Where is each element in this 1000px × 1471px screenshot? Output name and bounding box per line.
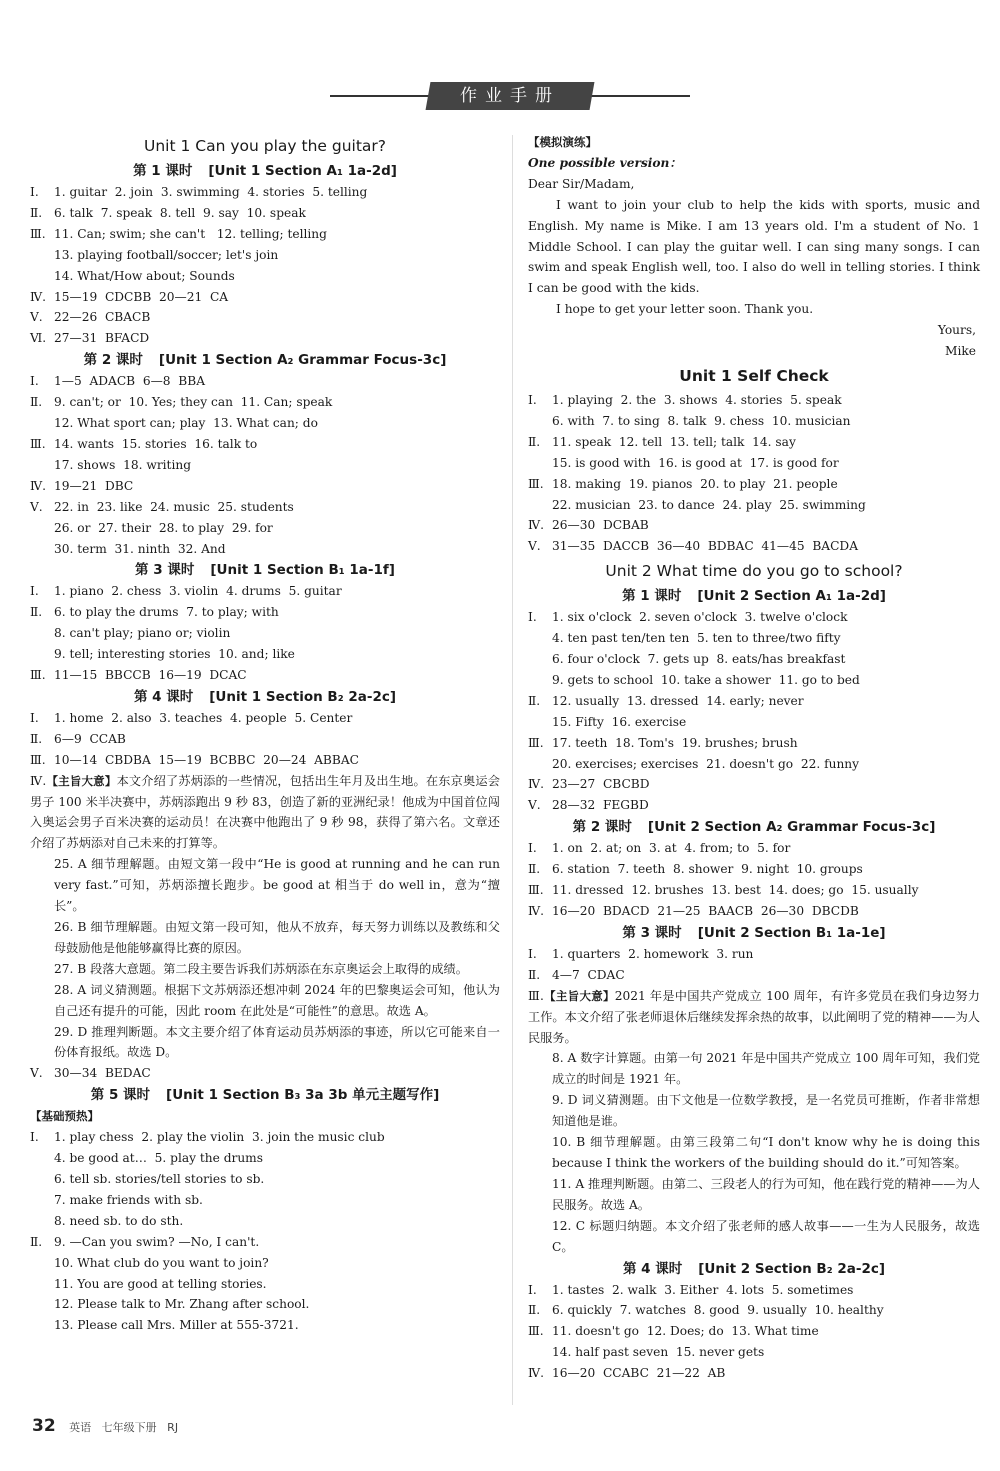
section-tag: 【基础预热】 xyxy=(30,1109,99,1124)
roman-numeral: Ⅴ. xyxy=(528,539,541,554)
answer-text: 6. talk 7. speak 8. tell 9. say 10. speak xyxy=(54,205,306,220)
roman-numeral: Ⅲ. xyxy=(528,988,544,1003)
roman-numeral: Ⅲ. xyxy=(30,752,46,767)
answer-row xyxy=(30,1063,500,1084)
answer-text: 26—30 DCBAB xyxy=(552,518,649,533)
unit-title: Unit 2 What time do you go to school? xyxy=(605,562,903,581)
summary-paragraph xyxy=(30,771,500,855)
answer-row xyxy=(30,224,500,245)
lesson-number: 第 2 课时 xyxy=(572,819,632,836)
answer-text: 19—21 DBC xyxy=(54,478,134,493)
lesson-heading xyxy=(30,349,500,371)
answer-text: 27—31 BFACD xyxy=(54,331,150,346)
lesson-number: 第 4 课时 xyxy=(133,688,194,705)
answer-text: 15—19 CDCBB 20—21 CA xyxy=(54,289,229,304)
answer-row xyxy=(528,880,980,901)
roman-numeral: Ⅲ. xyxy=(528,883,544,898)
lesson-number: 第 3 课时 xyxy=(135,562,195,579)
roman-numeral: Ⅱ. xyxy=(30,1234,43,1249)
answer-row xyxy=(30,287,500,308)
roman-numeral: Ⅳ. xyxy=(528,904,545,918)
summary-text: 2021 年是中国共产党成立 100 周年，有许多党员在我们身边努力工作。本文介绍了张老师退休后继续发挥余热的故事，以此阐明了党的精神——为人民服务。 xyxy=(528,988,980,1045)
answer-row xyxy=(528,390,980,411)
lesson-heading xyxy=(528,922,980,944)
footer-grade: 七年级下册 xyxy=(101,1421,157,1434)
answer-row-continued: 14. What/How about; Sounds xyxy=(54,268,235,283)
answer-text: 11. doesn't go 12. Does; do 13. What time xyxy=(552,1324,819,1339)
answer-row-continued: 30. term 31. ninth 32. And xyxy=(54,541,226,556)
answer-row xyxy=(30,371,500,392)
answer-text: 30—34 BEDAC xyxy=(54,1066,151,1081)
answer-text: 16—20 CCABC 21—22 AB xyxy=(552,1366,726,1381)
answer-row xyxy=(30,602,500,623)
roman-numeral: Ⅳ. xyxy=(30,478,47,493)
roman-numeral: Ⅱ. xyxy=(30,205,43,220)
answer-text: 1. home 2. also 3. teaches 4. people 5. Center xyxy=(54,710,353,725)
explanation-note: 25. A 细节理解题。由短文第一段中“He is good at running and he can run very fast.”可知，苏炳添擅长跑步。be good at 相当于 do well in，意为“擅长”。 xyxy=(54,857,500,914)
roman-numeral: Ⅱ. xyxy=(528,434,541,449)
answer-row-continued: 6. with 7. to sing 8. talk 9. chess 10. musician xyxy=(552,413,851,428)
lesson-number: 第 2 课时 xyxy=(83,352,143,369)
answer-text: 6. station 7. teeth 8. shower 9. night 10. groups xyxy=(552,862,863,877)
explanation-note: 9. D 词义猜测题。由下文他是一位数学教授，是一名党员可推断，作者非常想知道他是谁。 xyxy=(552,1093,980,1129)
answer-row xyxy=(528,838,980,859)
answer-row-continued: 8. can't play; piano or; violin xyxy=(54,626,231,641)
roman-numeral: Ⅱ. xyxy=(528,862,541,877)
roman-numeral: Ⅰ. xyxy=(528,1282,537,1297)
letter-signoff: Mike xyxy=(945,344,976,359)
lesson-section: [Unit 2 Section A₂ Grammar Focus-3c] xyxy=(647,819,936,836)
answer-row xyxy=(30,1232,500,1253)
lesson-section: [Unit 2 Section A₁ 1a-2d] xyxy=(697,588,886,605)
lesson-heading xyxy=(528,585,980,607)
answer-row-continued: 10. What club do you want to join? xyxy=(54,1255,269,1270)
lesson-number: 第 3 课时 xyxy=(622,924,682,941)
lesson-section: [Unit 1 Section A₁ 1a-2d] xyxy=(208,163,397,179)
roman-numeral: Ⅳ. xyxy=(30,773,47,788)
answer-row xyxy=(528,965,980,986)
explanation-note: 26. B 细节理解题。由短文第一段可知，他从不放弃，每天努力训练以及教练和父母鼓励他是他能够赢得比赛的原因。 xyxy=(54,920,500,955)
lesson-section: [Unit 1 Section B₁ 1a-1f] xyxy=(210,562,395,579)
answer-row-continued: 6. four o'clock 7. gets up 8. eats/has breakfast xyxy=(552,652,846,667)
answer-text: 17. teeth 18. Tom's 19. brushes; brush xyxy=(552,735,798,750)
roman-numeral: Ⅲ. xyxy=(528,735,544,750)
answer-row xyxy=(528,774,980,795)
answer-row-continued: 15. Fifty 16. exercise xyxy=(552,714,687,729)
answer-row xyxy=(528,432,980,453)
answer-row-continued: 11. You are good at telling stories. xyxy=(54,1276,267,1291)
summary-paragraph xyxy=(528,986,980,1049)
answer-row xyxy=(528,1280,980,1301)
roman-numeral: Ⅰ. xyxy=(30,185,39,199)
answer-row xyxy=(30,665,500,686)
lesson-section: [Unit 1 Section B₂ 2a-2c] xyxy=(209,688,397,705)
answer-text: 6—9 CCAB xyxy=(54,731,126,746)
answer-row-continued: 9. tell; interesting stories 10. and; like xyxy=(54,647,295,662)
footer-edition: RJ xyxy=(167,1421,179,1434)
right-column xyxy=(528,132,980,1384)
answer-text: 11. Can; swim; she can't 12. telling; telling xyxy=(54,226,327,241)
answer-row-continued: 22. musician 23. to dance 24. play 25. swimming xyxy=(552,497,866,512)
summary-text: 本文介绍了苏炳添的一些情况，包括出生年月及出生地。在东京奥运会男子 100 米半决赛中，苏炳添跑出 9 秒 83，创造了新的亚洲纪录！他成为中国首位闯入奥运会男子百米决赛的运动员！在决赛中他跑出了 9 秒 98，获得了第六名。文章还介绍了苏炳添对自己未来的打算等。 xyxy=(30,773,500,851)
column-divider xyxy=(512,135,513,1405)
answer-text: 10—14 CBDBA 15—19 BCBBC 20—24 ABBAC xyxy=(54,752,359,767)
unit-title: Unit 1 Self Check xyxy=(679,366,829,385)
roman-numeral: Ⅰ. xyxy=(30,710,39,725)
section-tag: 【模拟演练】 xyxy=(528,135,597,149)
roman-numeral: Ⅰ. xyxy=(30,374,39,389)
explanation-note: 28. A 词义猜测题。根据下文苏炳添还想冲刺 2024 年的巴黎奥运会可知，他认为自己还有提升的可能，因此 room 在此处是“可能性”的意思。故选 A。 xyxy=(54,982,500,1018)
roman-numeral: Ⅱ. xyxy=(30,395,43,410)
roman-numeral: Ⅳ. xyxy=(528,518,545,533)
answer-row xyxy=(30,434,500,455)
answer-text: 1. tastes 2. walk 3. Either 4. lots 5. sometimes xyxy=(552,1282,854,1297)
roman-numeral: Ⅴ. xyxy=(528,798,541,813)
roman-numeral: Ⅴ. xyxy=(30,499,43,514)
answer-row xyxy=(30,708,500,729)
answer-row-continued: 20. exercises; exercises 21. doesn't go 22. funny xyxy=(552,756,860,771)
answer-row xyxy=(528,795,980,816)
roman-numeral: Ⅲ. xyxy=(528,476,544,491)
explanation-note: 8. A 数字计算题。由第一句 2021 年是中国共产党成立 100 周年可知，我们党成立的时间是 1921 年。 xyxy=(552,1051,980,1087)
answer-text: 1. guitar 2. join 3. swimming 4. stories 5. telling xyxy=(54,185,368,199)
roman-numeral: Ⅰ. xyxy=(30,584,39,599)
answer-row xyxy=(30,750,500,771)
answer-row xyxy=(528,607,980,628)
lesson-number: 第 4 课时 xyxy=(622,1260,683,1277)
lesson-section: [Unit 1 Section A₂ Grammar Focus-3c] xyxy=(158,352,447,369)
answer-row xyxy=(528,536,980,557)
answer-text: 1—5 ADACB 6—8 BBA xyxy=(54,374,206,389)
answer-text: 11—15 BBCCB 16—19 DCAC xyxy=(54,668,247,683)
answer-text: 4—7 CDAC xyxy=(552,967,625,982)
answer-row-continued: 4. ten past ten/ten ten 5. ten to three/two fifty xyxy=(552,631,841,646)
answer-row xyxy=(30,392,500,413)
lesson-heading xyxy=(30,1084,500,1106)
answer-row xyxy=(30,497,500,518)
answer-row-continued: 13. playing football/soccer; let's join xyxy=(54,247,279,262)
answer-text: 1. six o'clock 2. seven o'clock 3. twelve o'clock xyxy=(552,610,848,625)
answer-text: 9. —Can you swim? —No, I can't. xyxy=(54,1234,260,1249)
lesson-heading xyxy=(30,559,500,581)
answer-text: 31—35 DACCB 36—40 BDBAC 41—45 BACDA xyxy=(552,539,858,554)
answer-row xyxy=(30,182,500,203)
lesson-section: [Unit 1 Section B₃ 3a 3b 单元主题写作] xyxy=(166,1087,440,1104)
answer-text: 18. making 19. pianos 20. to play 21. people xyxy=(552,476,838,491)
section-banner xyxy=(330,82,690,110)
roman-numeral: Ⅱ. xyxy=(528,693,541,708)
roman-numeral: Ⅴ. xyxy=(30,1066,43,1081)
answer-row xyxy=(30,203,500,224)
answer-row xyxy=(30,1127,500,1148)
explanation-note: 10. B 细节理解题。由第三段第二句“I don't know why he is doing this because I think the workers of the building should do it.”可知答案。 xyxy=(552,1135,980,1170)
answer-row xyxy=(30,581,500,602)
lesson-heading xyxy=(528,1258,980,1280)
roman-numeral: Ⅲ. xyxy=(30,436,46,451)
letter-paragraph: I hope to get your letter soon. Thank you. xyxy=(556,302,814,317)
answer-text: 22—26 CBACB xyxy=(54,310,151,325)
page-number: 32 xyxy=(32,1416,56,1436)
answer-text: 1. on 2. at; on 3. at 4. from; to 5. for xyxy=(552,841,791,856)
answer-row-continued: 26. or 27. their 28. to play 29. for xyxy=(54,520,273,535)
answer-row-continued: 12. Please talk to Mr. Zhang after school. xyxy=(54,1297,310,1312)
answer-text: 1. playing 2. the 3. shows 4. stories 5. speak xyxy=(552,392,842,407)
answer-row xyxy=(30,328,500,349)
roman-numeral: Ⅴ. xyxy=(30,310,43,325)
answer-row xyxy=(30,729,500,750)
answer-row xyxy=(528,1321,980,1342)
roman-numeral: Ⅱ. xyxy=(528,967,541,982)
letter-paragraph: I want to join your club to help the kids with sports, music and English. My name is Mike. I am 13 years old. I'm a student of No. 1 Middle School. I can play the guitar well. I can sing many songs. I can swim and speak English well, too. I also do well in telling stories. I think I can be good with the kids. xyxy=(528,197,980,296)
lesson-heading xyxy=(30,160,500,182)
roman-numeral: Ⅱ. xyxy=(528,1303,541,1318)
answer-row xyxy=(528,474,980,495)
answer-text: 11. dressed 12. brushes 13. best 14. does; go 15. usually xyxy=(552,883,919,898)
answer-text: 22. in 23. like 24. music 25. students xyxy=(54,499,294,514)
answer-row-continued: 7. make friends with sb. xyxy=(54,1192,203,1207)
letter-signoff: Yours, xyxy=(937,323,976,338)
lesson-section: [Unit 2 Section B₂ 2a-2c] xyxy=(698,1260,886,1277)
explanation-note: 29. D 推理判断题。本文主要介绍了体育运动员苏炳添的事迹，所以它可能来自一份体育报纸。故选 D。 xyxy=(54,1024,500,1060)
roman-numeral: Ⅵ. xyxy=(30,331,47,346)
answer-text: 14. wants 15. stories 16. talk to xyxy=(54,436,258,451)
roman-numeral: Ⅰ. xyxy=(30,1130,39,1145)
answer-row xyxy=(30,307,500,328)
lesson-number: 第 1 课时 xyxy=(133,163,193,179)
summary-tag: 【主旨大意】 xyxy=(543,988,615,1003)
answer-text: 23—27 CBCBD xyxy=(552,777,650,792)
answer-row-continued: 17. shows 18. writing xyxy=(54,457,191,472)
roman-numeral: Ⅰ. xyxy=(528,392,537,407)
roman-numeral: Ⅰ. xyxy=(528,946,537,961)
unit-title: Unit 1 Can you play the guitar? xyxy=(144,137,386,155)
roman-numeral: Ⅰ. xyxy=(528,841,537,856)
answer-row xyxy=(528,515,980,536)
answer-text: 1. quarters 2. homework 3. run xyxy=(552,946,754,961)
answer-row xyxy=(528,901,980,922)
lesson-heading xyxy=(528,816,980,838)
answer-text: 28—32 FEGBD xyxy=(552,798,649,813)
roman-numeral: Ⅳ. xyxy=(528,1366,545,1381)
footer-subject: 英语 xyxy=(69,1421,92,1434)
answer-text: 12. usually 13. dressed 14. early; never xyxy=(552,693,804,708)
answer-row xyxy=(30,476,500,497)
answer-text: 9. can't; or 10. Yes; they can 11. Can; speak xyxy=(54,395,333,410)
lesson-number: 第 5 课时 xyxy=(90,1087,151,1104)
lesson-heading xyxy=(30,686,500,708)
roman-numeral: Ⅳ. xyxy=(30,289,47,304)
answer-row xyxy=(528,944,980,965)
answer-row xyxy=(528,1363,980,1384)
answer-text: 16—20 BDACD 21—25 BAACB 26—30 DBCDB xyxy=(552,904,859,918)
answer-row xyxy=(528,691,980,712)
answer-row-continued: 4. be good at… 5. play the drums xyxy=(54,1151,263,1166)
lesson-number: 第 1 课时 xyxy=(622,588,682,605)
answer-row-continued: 15. is good with 16. is good at 17. is good for xyxy=(552,455,839,470)
roman-numeral: Ⅲ. xyxy=(30,226,46,241)
roman-numeral: Ⅲ. xyxy=(528,1324,544,1339)
explanation-note: 12. C 标题归纳题。本文介绍了张老师的感人故事——一生为人民服务，故选 C。 xyxy=(552,1218,980,1254)
answer-row-continued: 6. tell sb. stories/tell stories to sb. xyxy=(54,1171,265,1186)
letter-salutation: Dear Sir/Madam, xyxy=(528,176,635,191)
answer-text: 6. to play the drums 7. to play; with xyxy=(54,605,279,620)
answer-row xyxy=(528,859,980,880)
answer-text: 1. play chess 2. play the violin 3. join the music club xyxy=(54,1130,385,1145)
answer-text: 11. speak 12. tell 13. tell; talk 14. say xyxy=(552,434,796,449)
explanation-note: 27. B 段落大意题。第二段主要告诉我们苏炳添在东京奥运会上取得的成绩。 xyxy=(54,961,468,976)
roman-numeral: Ⅰ. xyxy=(528,610,537,625)
answer-row-continued: 9. gets to school 10. take a shower 11. go to bed xyxy=(552,672,860,687)
version-label: One possible version： xyxy=(528,155,682,170)
answer-row-continued: 8. need sb. to do sth. xyxy=(54,1213,184,1228)
roman-numeral: Ⅲ. xyxy=(30,668,46,683)
left-column xyxy=(30,132,500,1336)
banner-title: 作业手册 xyxy=(460,86,560,106)
explanation-note: 11. A 推理判断题。由第二、三段老人的行为可知，他在践行党的精神——为人民服务。故选 A。 xyxy=(552,1176,980,1212)
answer-text: 6. quickly 7. watches 8. good 9. usually 10. healthy xyxy=(552,1303,884,1318)
lesson-section: [Unit 2 Section B₁ 1a-1e] xyxy=(697,924,886,941)
summary-tag: 【主旨大意】 xyxy=(46,773,117,788)
roman-numeral: Ⅱ. xyxy=(30,731,43,746)
answer-row-continued: 12. What sport can; play 13. What can; do xyxy=(54,416,318,431)
banner-title-box xyxy=(426,82,595,110)
answer-row xyxy=(528,1300,980,1321)
answer-row-continued: 14. half past seven 15. never gets xyxy=(552,1345,765,1360)
roman-numeral: Ⅳ. xyxy=(528,777,545,792)
answer-row-continued: 13. Please call Mrs. Miller at 555-3721. xyxy=(54,1318,299,1333)
answer-text: 1. piano 2. chess 3. violin 4. drums 5. guitar xyxy=(54,584,342,599)
roman-numeral: Ⅱ. xyxy=(30,605,43,620)
answer-row xyxy=(528,733,980,754)
page-footer xyxy=(32,1416,178,1436)
